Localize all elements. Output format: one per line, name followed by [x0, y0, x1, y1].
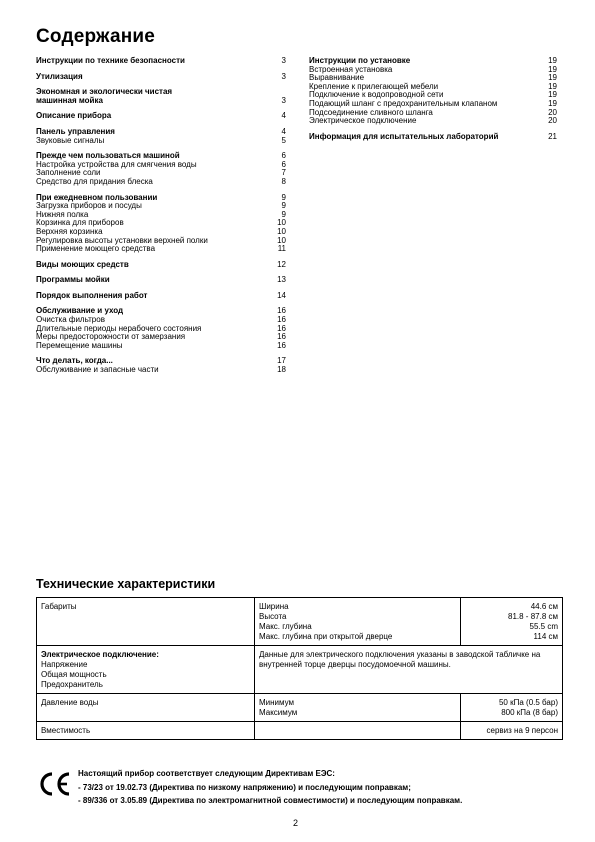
- ce-compliance-text: [78, 767, 462, 808]
- ce-line: Настоящий прибор соответствует следующим Директивам ЕЭС:: [78, 769, 335, 778]
- toc-entry-title: Настройка устройства для смягчения воды: [36, 159, 197, 169]
- toc-entry: [309, 117, 557, 126]
- toc-entry-title: Виды моющих средств: [36, 259, 129, 269]
- toc-entry-page: 3: [281, 95, 286, 105]
- toc-entry-title: Описание прибора: [36, 111, 112, 121]
- electrical-note: Данные для электрического подключения указаны в заводской табличке на внутренней торце дверцы посудомоечной машины.: [255, 646, 563, 694]
- water-pressure-name: Максимум: [259, 708, 298, 717]
- toc-section: [36, 307, 286, 350]
- toc-entry-page: 9: [281, 209, 286, 219]
- page-number: 2: [293, 818, 299, 828]
- toc-entry-page: 20: [548, 116, 557, 126]
- tech-specs-title: Технические характеристики: [36, 577, 216, 591]
- toc-heading: [36, 261, 286, 270]
- toc-entry-title: При ежедневном пользовании: [36, 192, 158, 202]
- electrical-item: Напряжение: [41, 660, 88, 669]
- electrical-title: Электрическое подключение:: [41, 650, 159, 659]
- toc-entry-page: 6: [281, 151, 286, 161]
- dimensions-label: Габариты: [37, 598, 255, 646]
- toc-entry-page: 9: [281, 192, 286, 202]
- toc-entry-title: Звуковые сигналы: [36, 135, 105, 145]
- dimension-value: 55.5 cm: [529, 622, 558, 631]
- toc-entry-title: Панель управления: [36, 126, 115, 136]
- toc-entry: [36, 137, 286, 146]
- toc-entry: [36, 178, 286, 187]
- toc-left-column: [36, 57, 286, 382]
- ce-line: - 73/23 от 19.02.73 (Директива по низкому напряжению) и последующим поправкам;: [78, 782, 411, 792]
- toc-entry-title: Регулировка высоты установки верхней полки: [36, 235, 208, 245]
- ce-line: - 89/336 от 3.05.89 (Директива по электромагнитной совместимости) и последующим поправкам.: [78, 796, 463, 805]
- ce-mark-icon: [38, 771, 72, 797]
- toc-entry-page: 10: [277, 218, 286, 228]
- toc-entry: [36, 342, 286, 351]
- toc-entry-title: Программы мойки: [36, 275, 110, 285]
- toc-section: [36, 261, 286, 270]
- toc-heading: [309, 133, 557, 142]
- toc-section: [36, 276, 286, 285]
- toc-entry-page: 10: [277, 226, 286, 236]
- toc-section: [36, 88, 286, 105]
- toc-entry-title: Инструкции по технике безопасности: [36, 56, 185, 65]
- toc-entry-page: 16: [277, 315, 286, 325]
- toc-entry-page: 19: [548, 81, 557, 91]
- toc-entry-page: 16: [277, 306, 286, 316]
- toc-entry-title: Обслуживание и запасные части: [36, 365, 159, 375]
- dimension-name: Высота: [259, 612, 287, 621]
- toc-entry-title: Утилизация: [36, 71, 83, 81]
- toc-entry-title: Информация для испытательных лабораторий: [309, 131, 499, 141]
- toc-section: [36, 152, 286, 186]
- toc-entry-page: 19: [548, 73, 557, 83]
- toc-entry-page: 8: [281, 176, 286, 186]
- toc-entry-page: 21: [548, 131, 557, 141]
- toc-section: [309, 133, 557, 142]
- electrical-item: Предохранитель: [41, 680, 103, 689]
- page-title: Содержание: [36, 26, 156, 47]
- toc-section: [36, 73, 286, 82]
- capacity-value: сервиз на 9 персон: [461, 722, 563, 740]
- toc-entry-page: 19: [548, 90, 557, 100]
- toc-section: [36, 112, 286, 121]
- dimension-value: 81.8 - 87.8 см: [508, 612, 558, 621]
- toc-entry-page: 14: [277, 290, 286, 300]
- water-pressure-name: Минимум: [259, 698, 295, 707]
- toc-entry-page: 13: [277, 275, 286, 285]
- toc-entry-title: Подающий шланг с предохранительным клапаном: [309, 98, 498, 108]
- toc-section: [309, 57, 557, 126]
- toc-entry-page: 3: [281, 71, 286, 81]
- toc-entry: [36, 366, 286, 375]
- dimension-name: Макс. глубина при открытой дверце: [259, 632, 393, 641]
- capacity-label: Вместимость: [37, 722, 255, 740]
- toc-entry-title: Выравнивание: [309, 73, 365, 83]
- dimension-name: Ширина: [259, 602, 289, 611]
- toc-entry-title: Верхняя корзинка: [36, 226, 103, 236]
- toc-heading: [36, 292, 286, 301]
- electrical-row: [37, 646, 563, 694]
- electrical-item: Общая мощность: [41, 670, 107, 679]
- toc-heading: [36, 112, 286, 121]
- capacity-row: [37, 722, 563, 740]
- toc-section: [36, 194, 286, 254]
- toc-section: [36, 292, 286, 301]
- toc-entry-title: Заполнение соли: [36, 168, 101, 178]
- toc-entry-page: 7: [281, 168, 286, 178]
- toc-entry-title: Крепление к прилегающей мебели: [309, 81, 439, 91]
- dimensions-row: [37, 598, 563, 646]
- water-pressure-row: [37, 694, 563, 722]
- water-pressure-value: 800 кПа (8 бар): [501, 708, 558, 717]
- toc-entry-page: 18: [277, 365, 286, 375]
- toc-entry-page: 4: [281, 111, 286, 121]
- toc-entry-title: Инструкции по установке: [309, 56, 411, 65]
- toc-heading: [36, 276, 286, 285]
- toc-entry-title: Подключение к водопроводной сети: [309, 90, 444, 100]
- toc-entry-title: Порядок выполнения работ: [36, 290, 148, 300]
- toc-entry-page: 19: [548, 98, 557, 108]
- toc-entry-page: 4: [281, 126, 286, 136]
- toc-entry-page: 5: [281, 135, 286, 145]
- toc-entry-title: Меры предосторожности от замерзания: [36, 332, 186, 342]
- toc-entry-page: 19: [548, 56, 557, 65]
- toc-right-column: [309, 57, 557, 148]
- toc-section: [36, 128, 286, 145]
- toc-section: [36, 357, 286, 374]
- toc-heading: [36, 88, 286, 105]
- water-pressure-label: Давление воды: [37, 694, 255, 722]
- toc-entry-title: Нижняя полка: [36, 209, 89, 219]
- toc-entry-title: Корзинка для приборов: [36, 218, 124, 228]
- toc-entry-page: 10: [277, 235, 286, 245]
- dimension-name: Макс. глубина: [259, 622, 312, 631]
- toc-entry-page: 6: [281, 159, 286, 169]
- toc-entry-page: 9: [281, 201, 286, 211]
- toc-heading: [36, 73, 286, 82]
- toc-entry-title: Длительные периоды нерабочего состояния: [36, 323, 202, 333]
- toc-entry-page: 11: [277, 244, 286, 254]
- dimension-value: 44.6 см: [530, 602, 558, 611]
- toc-entry-page: 3: [281, 56, 286, 65]
- toc-heading: [36, 57, 286, 66]
- toc-entry-title: Встроенная установка: [309, 64, 393, 74]
- toc-section: [36, 57, 286, 66]
- toc-entry-title: Перемещение машины: [36, 340, 123, 350]
- toc-entry-title: Подсоединение сливного шланга: [309, 107, 433, 117]
- water-pressure-value: 50 кПа (0.5 бар): [498, 698, 558, 707]
- toc-entry-page: 16: [277, 323, 286, 333]
- toc-entry-title: Загрузка приборов и посуды: [36, 201, 142, 211]
- dimension-value: 114 см: [533, 632, 558, 641]
- toc-entry-page: 17: [277, 356, 286, 366]
- toc-entry-title: Средство для придания блеска: [36, 176, 153, 186]
- toc-entry-title: Что делать, когда...: [36, 356, 113, 366]
- toc-entry-title: Экономная и экологически чистая машинная мойка: [36, 87, 173, 105]
- toc-entry-page: 20: [548, 107, 557, 117]
- toc-entry-page: 16: [277, 332, 286, 342]
- toc-entry-title: Электрическое подключение: [309, 116, 417, 126]
- toc-entry-page: 12: [277, 259, 286, 269]
- toc-entry: [36, 245, 286, 254]
- toc-entry-page: 19: [548, 64, 557, 74]
- toc-entry-title: Очистка фильтров: [36, 315, 105, 325]
- toc-entry-page: 16: [277, 340, 286, 350]
- toc-entry-title: Обслуживание и уход: [36, 306, 124, 316]
- toc-entry-title: Прежде чем пользоваться машиной: [36, 151, 180, 161]
- toc-entry-title: Применение моющего средства: [36, 244, 156, 254]
- tech-specs-table: [36, 597, 563, 740]
